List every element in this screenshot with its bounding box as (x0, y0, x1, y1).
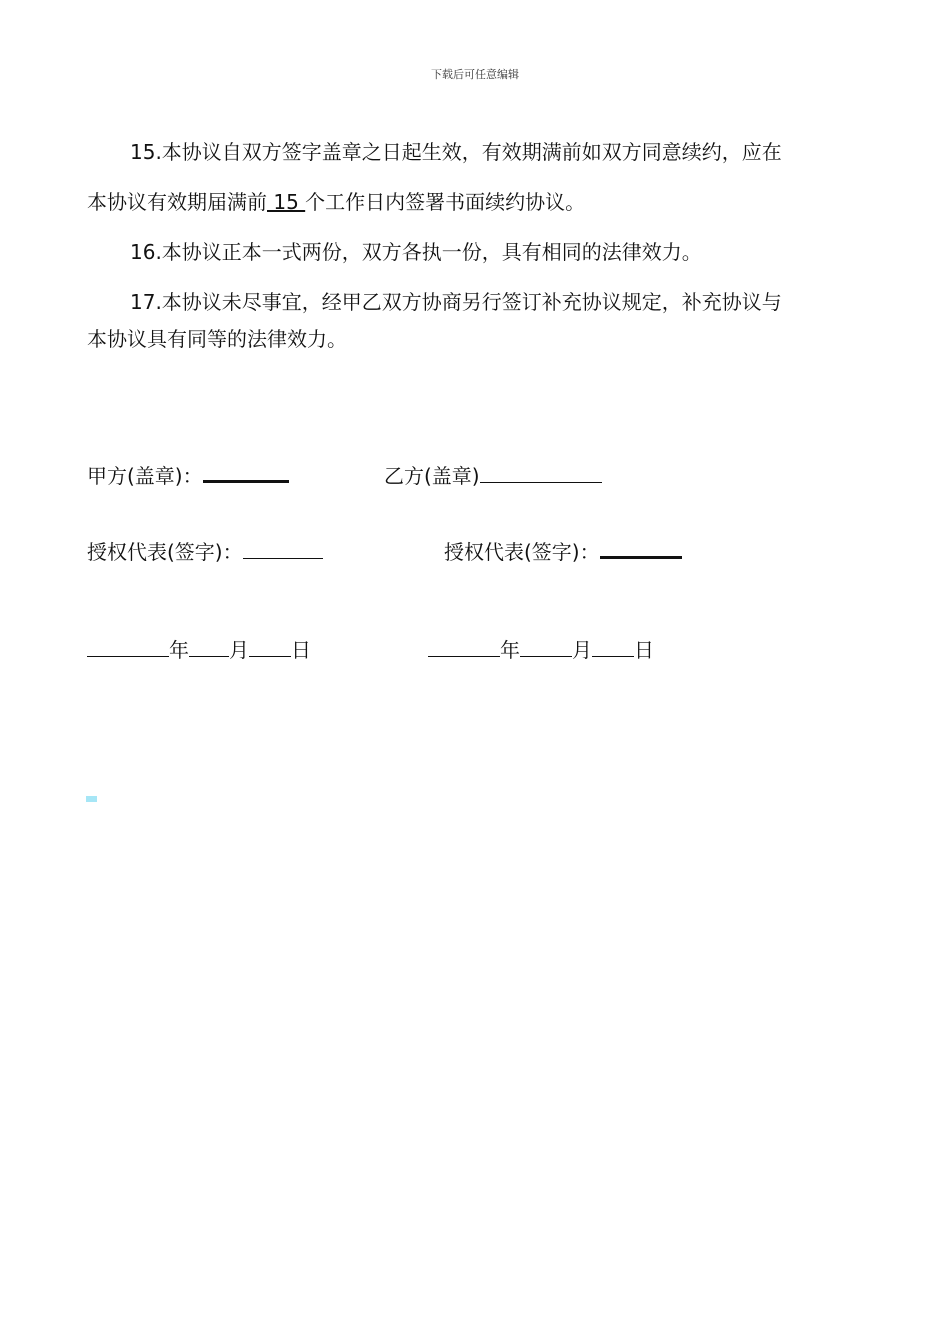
party-a-seal-blank (203, 464, 289, 483)
party-b-seal-label: 乙方(盖章) (384, 464, 480, 488)
clause-15-text-post: 个工作日内签署书面续约协议。 (305, 190, 586, 214)
party-b-seal-blank (480, 466, 602, 483)
party-b-day-blank (592, 640, 634, 657)
clause-16: 16.本协议正本一式两份，双方各执一份，具有相同的法律效力。 (130, 240, 702, 264)
party-a-year-label: 年 (169, 638, 189, 662)
party-a-month-blank (189, 640, 229, 657)
party-a-year-blank (87, 640, 169, 657)
party-b-day-label: 日 (634, 638, 654, 662)
party-b-representative-blank (600, 540, 682, 559)
party-b-month-blank (520, 640, 572, 657)
party-a-day-blank (249, 640, 291, 657)
party-a-representative-blank (243, 542, 323, 559)
party-b-year-label: 年 (500, 638, 520, 662)
clause-17-line-2: 本协议具有同等的法律效力。 (87, 327, 347, 351)
party-b-date (428, 634, 654, 663)
party-a-representative-label: 授权代表(签字)： (87, 540, 243, 564)
party-b-representative-label: 授权代表(签字)： (444, 540, 600, 564)
party-a-month-label: 月 (229, 638, 249, 662)
party-b-seal (384, 460, 602, 489)
party-a-seal-label: 甲方(盖章)： (87, 464, 203, 488)
clause-15-days-value: 15 (267, 190, 306, 214)
clause-15-line-1: 15.本协议自双方签字盖章之日起生效，有效期满前如双方同意续约，应在 (130, 140, 782, 164)
party-b-month-label: 月 (572, 638, 592, 662)
page-header-note: 下载后可任意编辑 (431, 68, 519, 81)
party-a-seal (87, 460, 289, 489)
clause-15-line-2 (87, 186, 851, 215)
highlight-marker (86, 796, 97, 802)
party-a-date (87, 634, 311, 663)
party-a-representative (87, 536, 323, 565)
clause-17-line-1: 17.本协议未尽事宜，经甲乙双方协商另行签订补充协议规定，补充协议与 (130, 290, 782, 314)
party-a-day-label: 日 (291, 638, 311, 662)
party-b-representative (444, 536, 682, 565)
clause-15-text-pre: 本协议有效期届满前 (87, 190, 267, 214)
party-b-year-blank (428, 640, 500, 657)
